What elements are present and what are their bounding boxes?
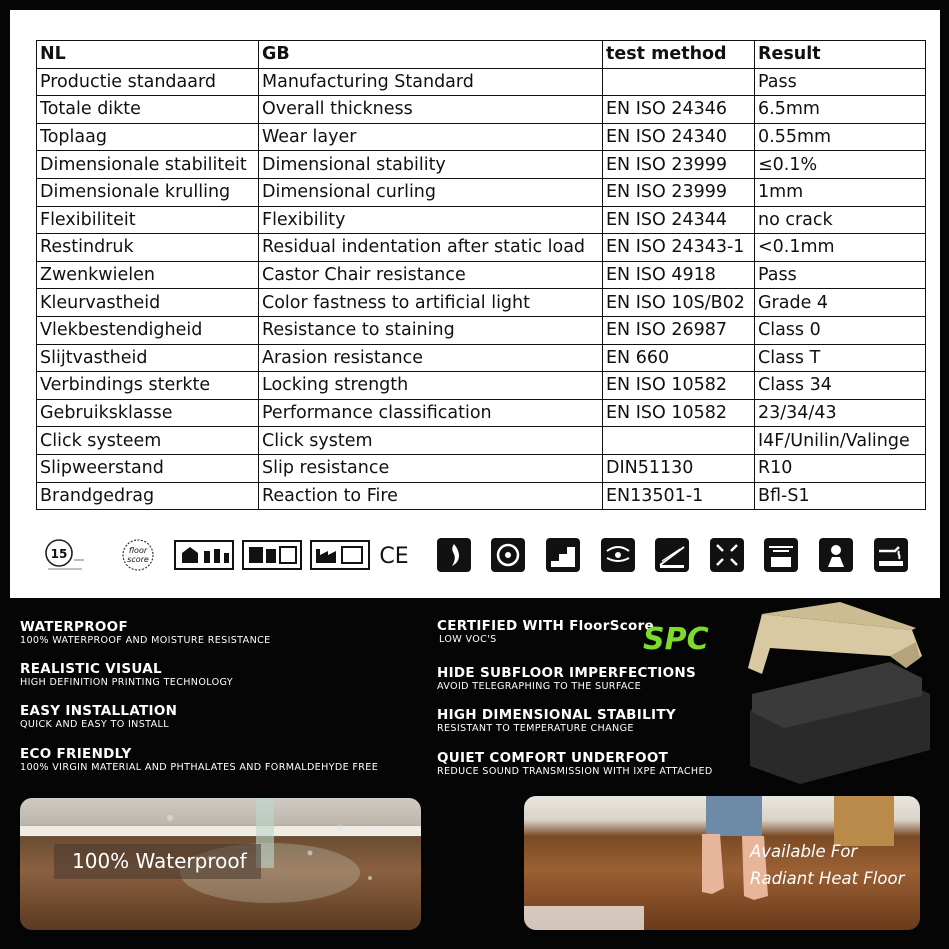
- spec-table-body: [37, 68, 926, 510]
- cell-gb: Dimensional curling: [259, 178, 603, 206]
- cell-nl: Productie standaard: [37, 68, 259, 96]
- feature-subtitle: REDUCE SOUND TRANSMISSION WITH IXPE ATTACHED: [437, 766, 713, 777]
- feature-easy-installation: [20, 703, 177, 731]
- spc-badge: SPC: [643, 622, 709, 657]
- table-row: [37, 123, 926, 151]
- cell-nl: Kleurvastheid: [37, 289, 259, 317]
- spec-table: [36, 40, 926, 510]
- feature-subtitle: LOW VOC'S: [439, 634, 497, 645]
- underfloor-heating-icon: [599, 538, 637, 572]
- table-row: [37, 96, 926, 124]
- cell-test-method: EN ISO 24343-1: [603, 234, 755, 262]
- cell-test-method: EN ISO 24340: [603, 123, 755, 151]
- slip-resistance-icon: [653, 538, 691, 572]
- cell-nl: Zwenkwielen: [37, 261, 259, 289]
- cell-nl: Totale dikte: [37, 96, 259, 124]
- radiant-heat-label: [750, 838, 904, 892]
- waterproof-icon: [872, 538, 910, 572]
- warranty-15-icon: [44, 538, 86, 572]
- header-result: Result: [755, 41, 926, 69]
- feature-title: QUIET COMFORT UNDERFOOT: [437, 750, 669, 766]
- table-row: [37, 427, 926, 455]
- cell-test-method: [603, 427, 755, 455]
- feature-quiet-comfort: [437, 750, 713, 778]
- cell-test-method: EN13501-1: [603, 482, 755, 510]
- cell-result: 0.55mm: [755, 123, 926, 151]
- table-row: [37, 372, 926, 400]
- cell-result: 1mm: [755, 178, 926, 206]
- cell-result: 6.5mm: [755, 96, 926, 124]
- feature-title: HIDE SUBFLOOR IMPERFECTIONS: [437, 665, 696, 681]
- feature-eco-friendly: [20, 746, 378, 774]
- cell-nl: Toplaag: [37, 123, 259, 151]
- feature-waterproof: [20, 619, 271, 647]
- table-row: [37, 454, 926, 482]
- cell-result: Pass: [755, 68, 926, 96]
- cell-test-method: EN 660: [603, 344, 755, 372]
- svg-text:score: score: [127, 555, 149, 564]
- residential-use-icon: [174, 538, 234, 572]
- table-row: [37, 178, 926, 206]
- wear-class-icon: [817, 538, 855, 572]
- feature-certified-floorscore: [437, 618, 654, 646]
- industrial-use-icon: [310, 538, 370, 572]
- cell-result: I4F/Unilin/Valinge: [755, 427, 926, 455]
- cell-test-method: DIN51130: [603, 454, 755, 482]
- dimensional-stability-icon: [708, 538, 746, 572]
- header-gb: GB: [259, 41, 603, 69]
- cell-nl: Restindruk: [37, 234, 259, 262]
- header-test-method: test method: [603, 41, 755, 69]
- cell-test-method: EN ISO 26987: [603, 316, 755, 344]
- cell-gb: Flexibility: [259, 206, 603, 234]
- fire-resistance-icon: [435, 538, 473, 572]
- table-row: [37, 316, 926, 344]
- cell-result: Class 0: [755, 316, 926, 344]
- feature-title: HIGH DIMENSIONAL STABILITY: [437, 707, 676, 723]
- table-row: [37, 344, 926, 372]
- feature-subtitle: AVOID TELEGRAPHING TO THE SURFACE: [437, 681, 642, 692]
- stain-resistance-icon: [489, 538, 527, 572]
- feature-title: EASY INSTALLATION: [20, 703, 178, 719]
- cell-gb: Overall thickness: [259, 96, 603, 124]
- waterproof-photo: [20, 798, 421, 930]
- cell-gb: Manufacturing Standard: [259, 68, 603, 96]
- radiant-heat-label-line2: Radiant Heat Floor: [750, 869, 905, 888]
- cell-gb: Resistance to staining: [259, 316, 603, 344]
- warranty-number: 15: [50, 547, 68, 561]
- feature-subtitle: RESISTANT TO TEMPERATURE CHANGE: [437, 723, 634, 734]
- cell-result: 23/34/43: [755, 399, 926, 427]
- cell-result: Class T: [755, 344, 926, 372]
- table-row: [37, 151, 926, 179]
- cell-test-method: EN ISO 24346: [603, 96, 755, 124]
- feature-realistic-visual: [20, 661, 233, 689]
- cell-gb: Performance classification: [259, 399, 603, 427]
- cell-test-method: EN ISO 10582: [603, 372, 755, 400]
- cell-nl: Click systeem: [37, 427, 259, 455]
- feature-subtitle: HIGH DEFINITION PRINTING TECHNOLOGY: [20, 677, 234, 688]
- table-row: [37, 234, 926, 262]
- cell-test-method: EN ISO 24344: [603, 206, 755, 234]
- cell-test-method: EN ISO 10S/B02: [603, 289, 755, 317]
- table-row: [37, 68, 926, 96]
- cell-result: ≤0.1%: [755, 151, 926, 179]
- ce-mark-text: CE: [379, 544, 409, 569]
- table-row: [37, 206, 926, 234]
- cell-nl: Vlekbestendigheid: [37, 316, 259, 344]
- cell-nl: Dimensionale stabiliteit: [37, 151, 259, 179]
- radiant-heat-label-line1: Available For: [750, 842, 858, 861]
- feature-title: CERTIFIED WITH FloorScore: [437, 618, 655, 634]
- ce-mark-icon: [376, 538, 412, 572]
- cell-gb: Color fastness to artificial light: [259, 289, 603, 317]
- cell-nl: Slipweerstand: [37, 454, 259, 482]
- commercial-use-icon: [242, 538, 302, 572]
- plank-layers-illustration: [740, 598, 940, 788]
- cell-result: Bfl-S1: [755, 482, 926, 510]
- cell-result: <0.1mm: [755, 234, 926, 262]
- feature-subtitle: 100% WATERPROOF AND MOISTURE RESISTANCE: [20, 635, 271, 646]
- cell-gb: Reaction to Fire: [259, 482, 603, 510]
- certification-icon-row: [40, 534, 920, 580]
- table-row: [37, 399, 926, 427]
- feature-subtitle: QUICK AND EASY TO INSTALL: [20, 719, 169, 730]
- cell-gb: Slip resistance: [259, 454, 603, 482]
- header-nl: NL: [37, 41, 259, 69]
- feature-dimensional-stability: [437, 707, 676, 735]
- cell-gb: Locking strength: [259, 372, 603, 400]
- cell-result: Class 34: [755, 372, 926, 400]
- spec-table-header: [37, 41, 926, 69]
- cell-gb: Arasion resistance: [259, 344, 603, 372]
- feature-title: WATERPROOF: [20, 619, 128, 635]
- cell-test-method: EN ISO 23999: [603, 151, 755, 179]
- light-fastness-icon: [762, 538, 800, 572]
- cell-test-method: EN ISO 10582: [603, 399, 755, 427]
- feature-title: REALISTIC VISUAL: [20, 661, 162, 677]
- waterproof-photo-label: 100% Waterproof: [54, 844, 261, 879]
- cell-gb: Wear layer: [259, 123, 603, 151]
- cell-result: Grade 4: [755, 289, 926, 317]
- cell-result: R10: [755, 454, 926, 482]
- cell-result: no crack: [755, 206, 926, 234]
- svg-text:floor: floor: [128, 546, 148, 555]
- cell-nl: Slijtvastheid: [37, 344, 259, 372]
- cell-gb: Dimensional stability: [259, 151, 603, 179]
- floorscore-icon: [116, 538, 160, 572]
- cell-test-method: EN ISO 4918: [603, 261, 755, 289]
- cell-result: Pass: [755, 261, 926, 289]
- cell-gb: Castor Chair resistance: [259, 261, 603, 289]
- cell-nl: Brandgedrag: [37, 482, 259, 510]
- cell-nl: Gebruiksklasse: [37, 399, 259, 427]
- cell-gb: Click system: [259, 427, 603, 455]
- spec-panel: [10, 10, 940, 598]
- feature-subtitle: 100% VIRGIN MATERIAL AND PHTHALATES AND FORMALDEHYDE FREE: [20, 762, 379, 773]
- cell-nl: Verbindings sterkte: [37, 372, 259, 400]
- table-row: [37, 261, 926, 289]
- cell-nl: Flexibiliteit: [37, 206, 259, 234]
- cell-nl: Dimensionale krulling: [37, 178, 259, 206]
- stairs-icon: [544, 538, 582, 572]
- cell-gb: Residual indentation after static load: [259, 234, 603, 262]
- table-row: [37, 482, 926, 510]
- feature-hide-subfloor: [437, 665, 696, 693]
- cell-test-method: EN ISO 23999: [603, 178, 755, 206]
- feature-title: ECO FRIENDLY: [20, 746, 132, 762]
- cell-test-method: [603, 68, 755, 96]
- table-row: [37, 289, 926, 317]
- radiant-heat-photo: [524, 796, 920, 930]
